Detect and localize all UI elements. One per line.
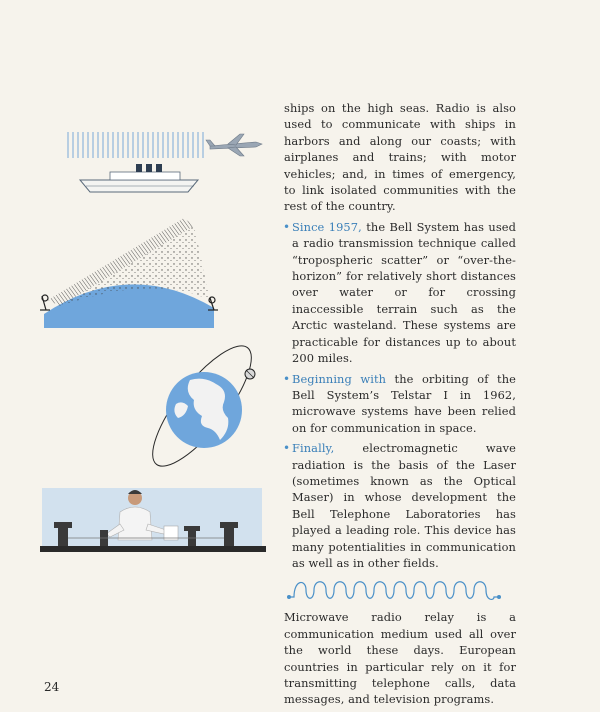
laser-lab-illustration: [40, 484, 270, 564]
paragraph-tropospheric-scatter: [284, 219, 516, 367]
paragraph-laser: [284, 440, 516, 571]
page-number: 24: [44, 680, 60, 694]
antenna-icon: [40, 295, 50, 310]
satellite-icon: [245, 369, 255, 379]
paragraph-lead: Finally,: [292, 441, 335, 456]
body-text-column: [284, 100, 516, 712]
telstar-orbit-illustration: [132, 330, 272, 480]
wave-divider-icon: [284, 575, 506, 605]
paragraph-body: electromagnetic wave radiation is the basis of the Laser (sometimes known as the Optical Maser) in whose development the Bell Telephone Laboratories has played a leading role. This device has many potentialities in communication as well as in other fields.: [292, 441, 516, 570]
tropospheric-scatter-illustration: [34, 214, 224, 328]
ship-airplane-illustration: [60, 122, 270, 198]
paragraph-lead: Since 1957,: [292, 219, 362, 234]
ship-icon: [80, 164, 198, 192]
paragraph-microwave-relay: Microwave radio relay is a communication medium used all over the world these days. European countries in particular rely on it for transmitting telephone calls, data messages, and television programs.: [284, 610, 516, 707]
paragraph-telstar: [284, 371, 516, 437]
paragraph-body: the Bell System has used a radio transmission technique called “tropospheric scatter” or “over-the-horizon” for relatively short distances over water or for crossing inaccessible terrain such as the Arctic wasteland. These systems are practicable for distances up to about 200 miles.: [292, 219, 517, 366]
airplane-icon: [206, 134, 262, 156]
paragraph-body: the orbiting of the Bell System’s Telstar I in 1962, microwave systems have been relied on for communication in space.: [292, 371, 516, 435]
paragraph-radio-uses: ships on the high seas. Radio is also used to communicate with ships in harbors and along our coasts; with airplanes and trains; with motor vehicles; and, in times of emergency, to link isolated communities with the rest of the country.: [284, 101, 516, 214]
paragraph-lead: Beginning with: [292, 371, 387, 386]
